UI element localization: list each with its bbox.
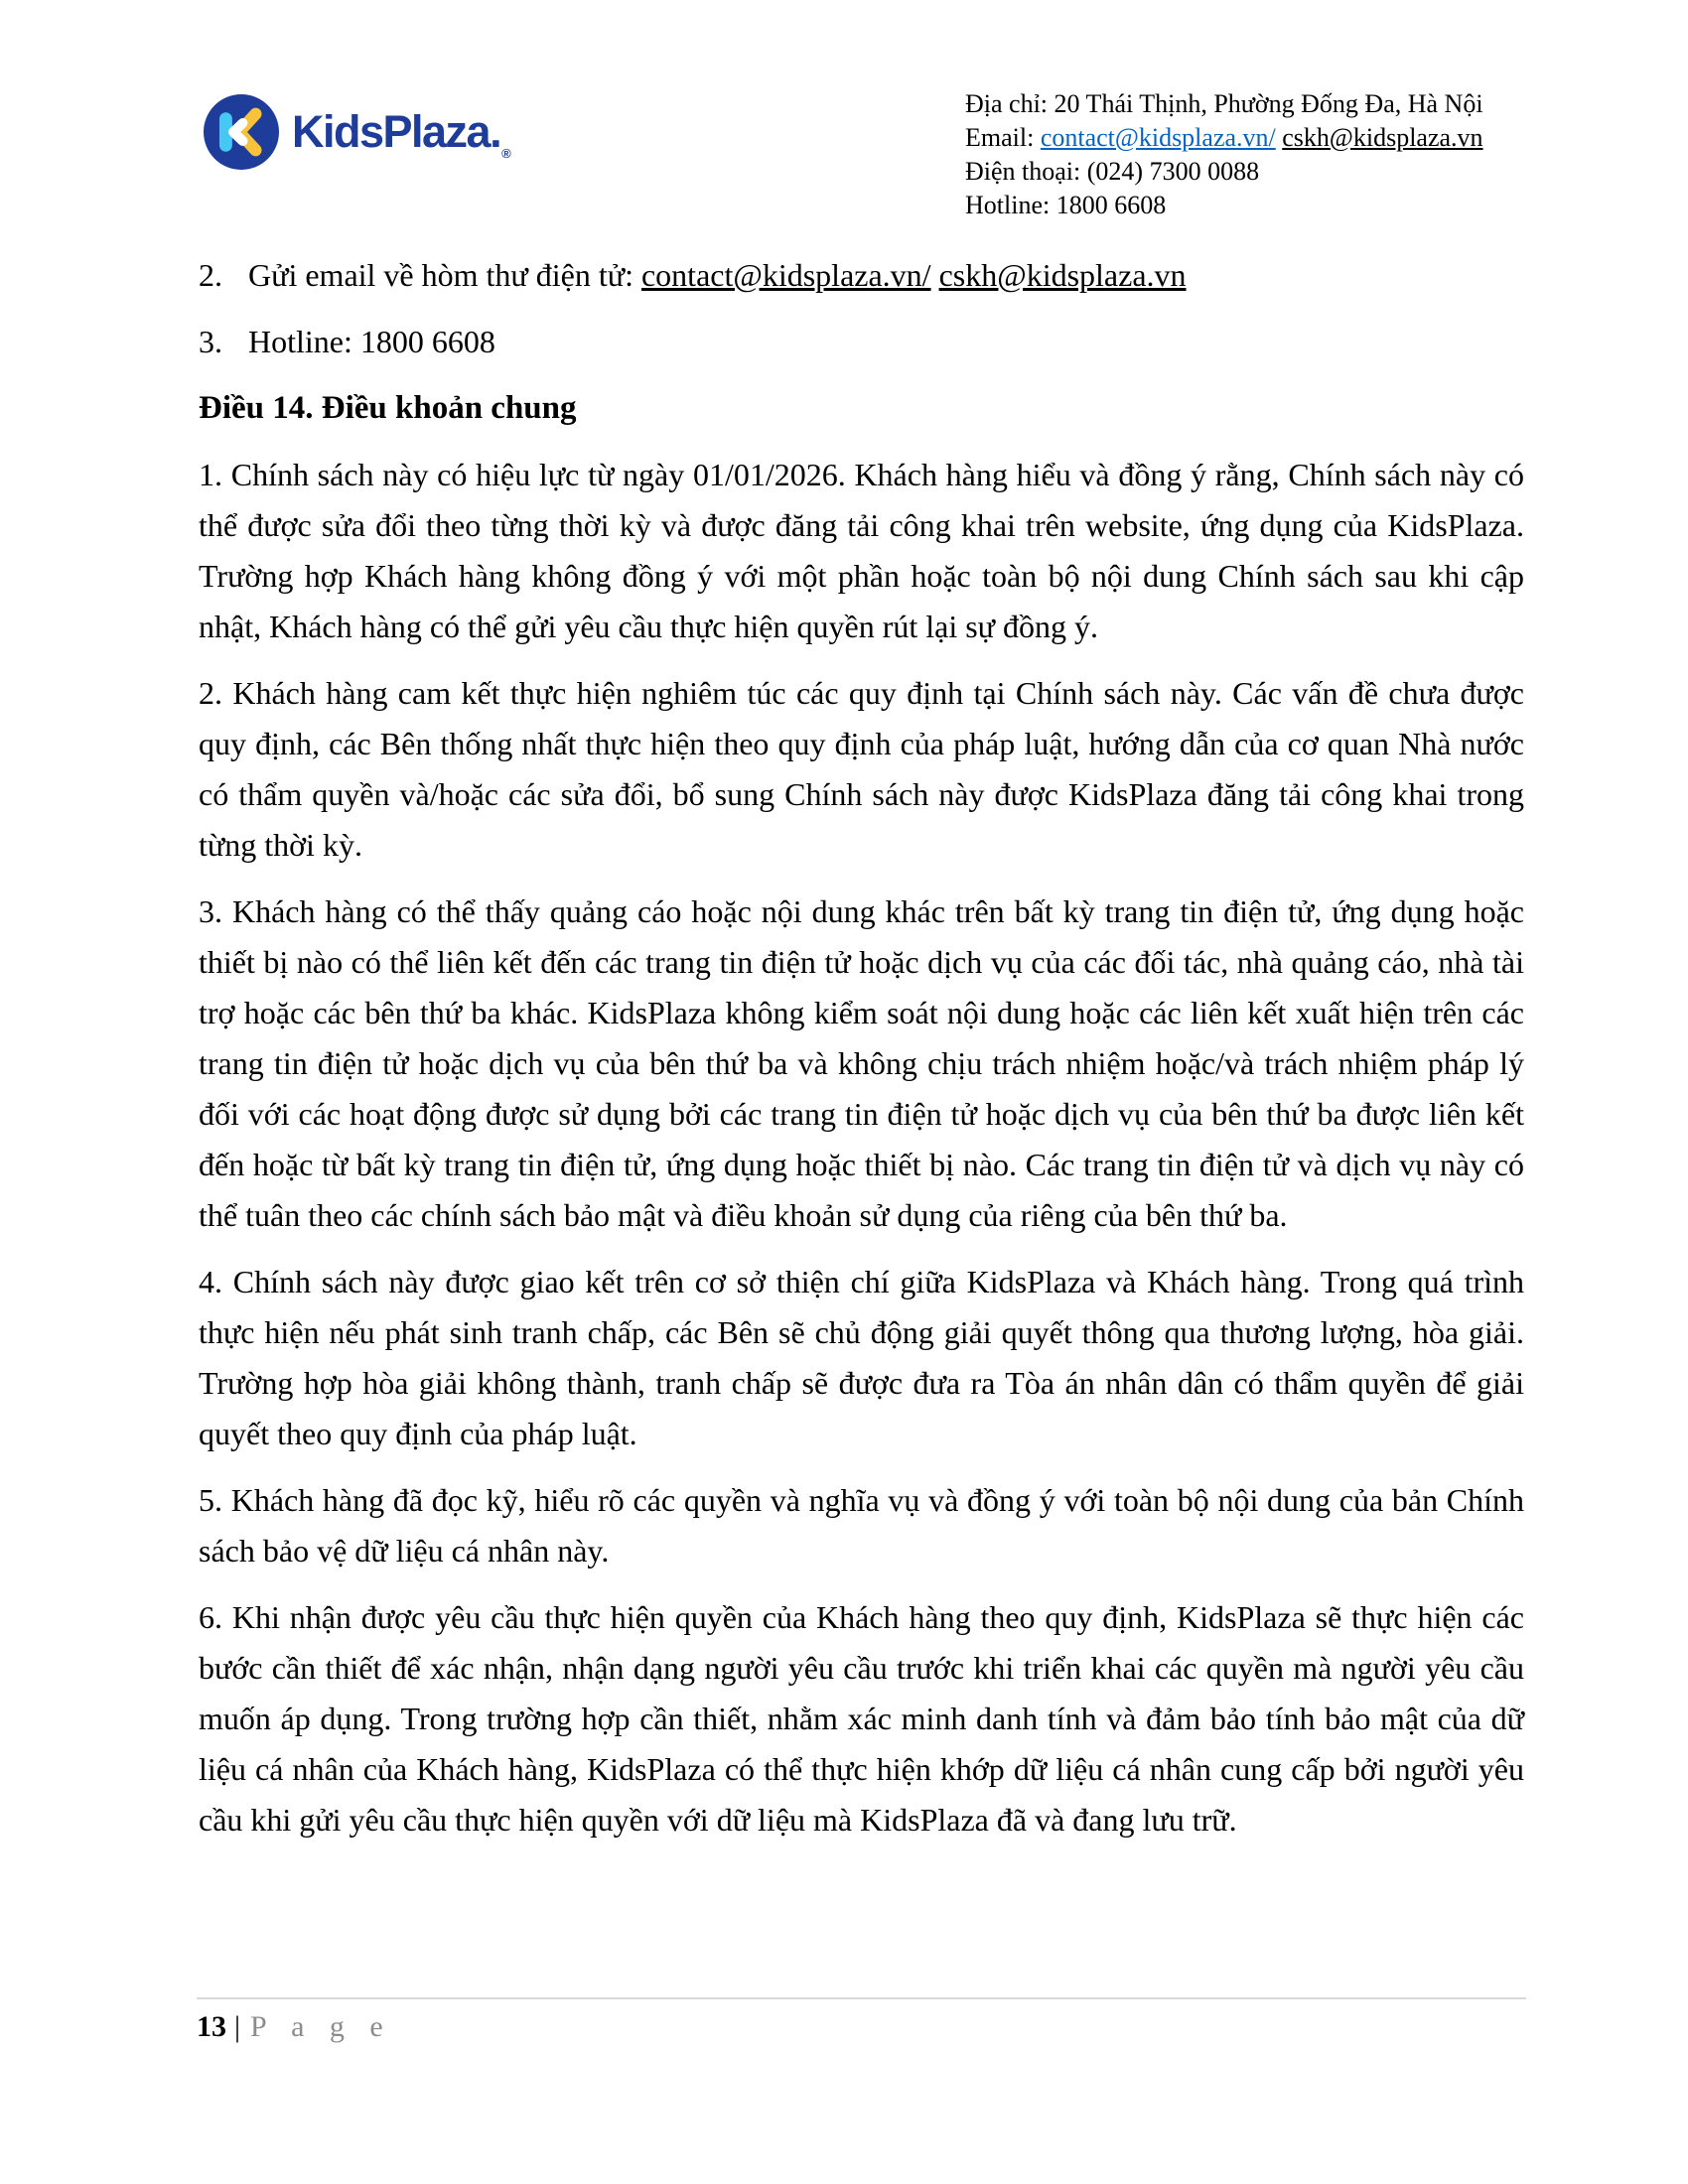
contact-email-line <box>965 121 1483 155</box>
list-item-number: 3. <box>199 324 222 359</box>
paragraph-6: 6. Khi nhận được yêu cầu thực hiện quyền của Khách hàng theo quy định, KidsPlaza sẽ thực hiện các bước cần thiết để xác nhận, nhận dạng người yêu cầu trước khi triển khai các quyền mà người yêu cầu muốn áp dụng. Trong trường hợp cần thiết, nhằm xác minh danh tính và đảm bảo tính bảo mật của dữ liệu cá nhân của Khách hàng, KidsPlaza có thể thực hiện khớp dữ liệu cá nhân cung cấp bởi người yêu cầu khi gửi yêu cầu thực hiện quyền với dữ liệu mà KidsPlaza đã và đang lưu trữ. <box>199 1599 1524 1838</box>
list-item-email <box>199 250 1524 301</box>
document-body <box>199 250 1524 1861</box>
footer-divider <box>197 1997 1526 1999</box>
contact-address: Địa chỉ: 20 Thái Thịnh, Phường Đống Đa, Hà Nội <box>965 89 1483 118</box>
contact-hotline: Hotline: 1800 6608 <box>965 191 1167 219</box>
kidsplaza-logo-icon <box>204 94 279 170</box>
kidsplaza-logo <box>204 94 511 170</box>
contact-phone: Điện thoại: (024) 7300 0088 <box>965 157 1260 186</box>
paragraph-2: 2. Khách hàng cam kết thực hiện nghiêm túc các quy định tại Chính sách này. Các vấn đề chưa được quy định, các Bên thống nhất thực hiện theo quy định của pháp luật, hướng dẫn của cơ quan Nhà nước có thẩm quyền và/hoặc các sửa đổi, bổ sung Chính sách này được KidsPlaza đăng tải công khai trong từng thời kỳ. <box>199 675 1524 863</box>
header-contact-block <box>965 87 1483 222</box>
page-number: 13 <box>197 2010 226 2043</box>
list-item-email-label: Gửi email về hòm thư điện tử: <box>248 257 641 293</box>
page-label: P a g e <box>250 2010 392 2043</box>
list-item-number: 2. <box>199 257 222 293</box>
list-item-text <box>248 250 1187 301</box>
paragraph-4: 4. Chính sách này được giao kết trên cơ sở thiện chí giữa KidsPlaza và Khách hàng. Trong quá trình thực hiện nếu phát sinh tranh chấp, các Bên sẽ chủ động giải quyết thông qua thương lượng, hòa giải. Trường hợp hòa giải không thành, tranh chấp sẽ được đưa ra Tòa án nhân dân có thẩm quyền để giải quyết theo quy định của pháp luật. <box>199 1264 1524 1451</box>
section-heading: Điều 14. Điều khoản chung <box>199 390 577 426</box>
header-contact-email-link[interactable]: contact@kidsplaza.vn/ <box>1040 123 1276 152</box>
paragraph-5: 5. Khách hàng đã đọc kỹ, hiểu rõ các quyền và nghĩa vụ và đồng ý với toàn bộ nội dung của bản Chính sách bảo vệ dữ liệu cá nhân này. <box>199 1482 1524 1569</box>
paragraph-3: 3. Khách hàng có thể thấy quảng cáo hoặc nội dung khác trên bất kỳ trang tin điện tử, ứng dụng hoặc thiết bị nào có thể liên kết đến các trang tin điện tử hoặc dịch vụ của các đối tác, nhà quảng cáo, nhà tài trợ hoặc các bên thứ ba khác. KidsPlaza không kiểm soát nội dung hoặc các liên kết xuất hiện trên các trang tin điện tử hoặc dịch vụ của bên thứ ba và không chịu trách nhiệm hoặc/và trách nhiệm pháp lý đối với các hoạt động được sử dụng bởi các trang tin điện tử hoặc dịch vụ của bên thứ ba được liên kết đến hoặc từ bất kỳ trang tin điện tử, ứng dụng hoặc thiết bị nào. Các trang tin điện tử và dịch vụ này có thể tuân theo các chính sách bảo mật và điều khoản sử dụng của riêng của bên thứ ba. <box>199 893 1524 1233</box>
paragraph-1: 1. Chính sách này có hiệu lực từ ngày 01/01/2026. Khách hàng hiểu và đồng ý rằng, Chính sách này có thể được sửa đổi theo từng thời kỳ và được đăng tải công khai trên website, ứng dụng của KidsPlaza. Trường hợp Khách hàng không đồng ý với một phần hoặc toàn bộ nội dung Chính sách sau khi cập nhật, Khách hàng có thể gửi yêu cầu thực hiện quyền rút lại sự đồng ý. <box>199 457 1524 644</box>
list-item-text: Hotline: 1800 6608 <box>248 324 495 359</box>
list-item-hotline <box>199 317 1524 367</box>
header-cskh-email-link[interactable]: cskh@kidsplaza.vn <box>1282 123 1483 152</box>
footer-separator: | <box>234 2010 241 2043</box>
page-footer <box>197 2009 392 2045</box>
brand-wordmark: $KidsPlaza._®$ <box>292 106 511 161</box>
registered-trademark-mark: ® <box>501 146 511 161</box>
body-contact-email-link[interactable]: contact@kidsplaza.vn/ <box>640 257 931 293</box>
body-cskh-email-link[interactable]: cskh@kidsplaza.vn <box>938 257 1187 293</box>
contact-email-label: Email: <box>965 123 1041 152</box>
